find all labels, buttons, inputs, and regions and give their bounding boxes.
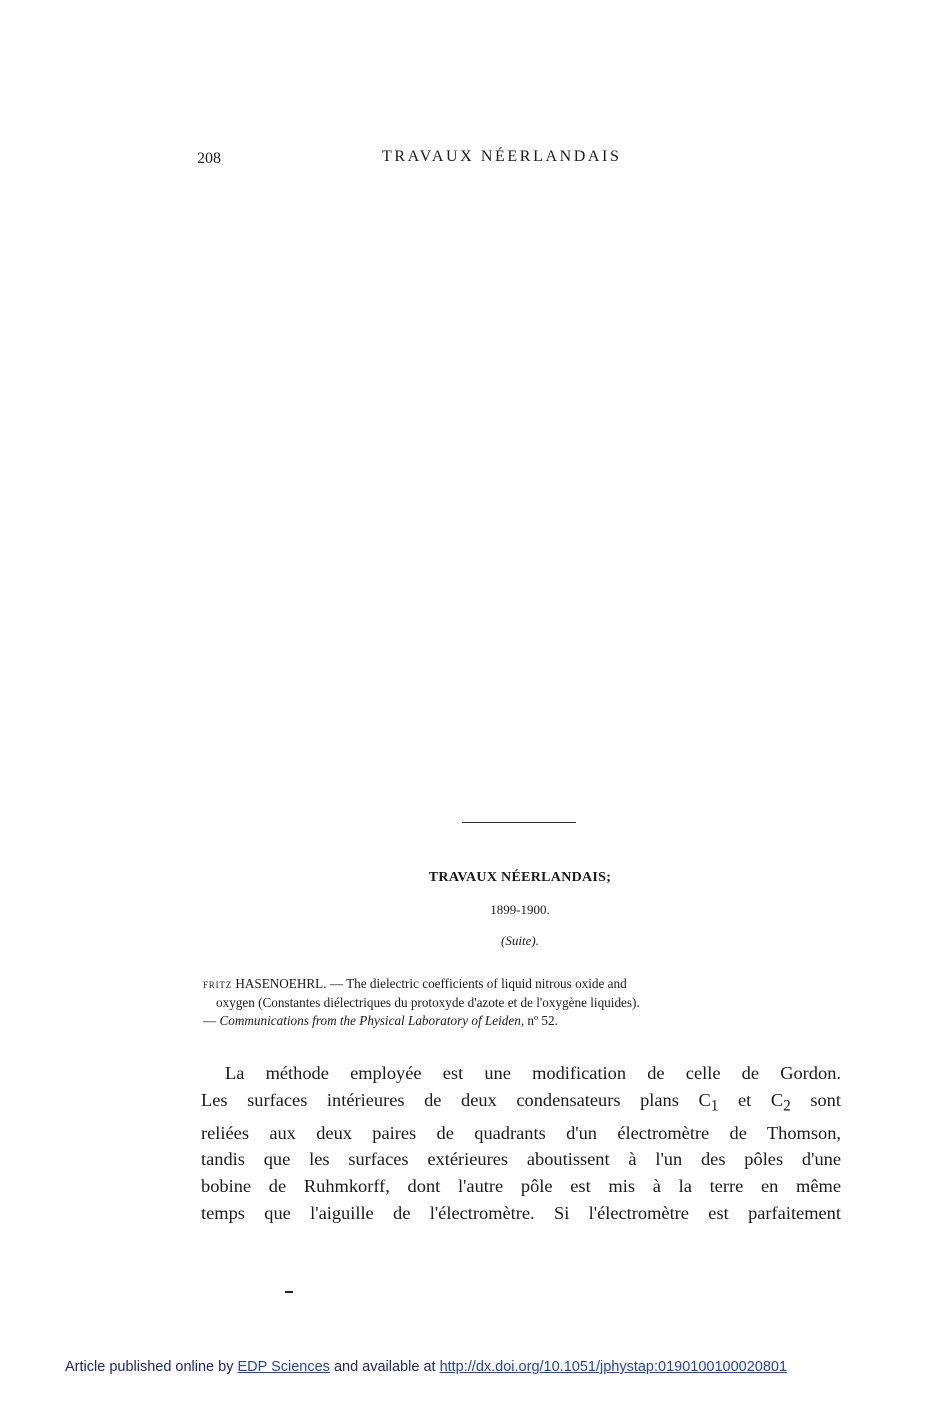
body-line-2-end: sont bbox=[790, 1089, 841, 1110]
ink-speck bbox=[285, 1291, 293, 1293]
citation-line-1 bbox=[203, 975, 843, 994]
body-line-2-start: Les surfaces intérieures de deux condensateurs plans C bbox=[201, 1089, 711, 1110]
article-citation bbox=[203, 975, 843, 1030]
running-title: TRAVAUX NÉERLANDAIS bbox=[382, 148, 622, 165]
section-years: 1899-1900. bbox=[490, 902, 550, 917]
subscript-1: 1 bbox=[710, 1097, 719, 1115]
section-divider bbox=[462, 822, 576, 823]
body-line-2-mid: et C bbox=[718, 1089, 784, 1110]
body-line-1: La méthode employée est une modification de celle de Gordon. bbox=[225, 1063, 841, 1083]
author-first-name: FRITZ bbox=[203, 980, 233, 990]
section-title: TRAVAUX NÉERLANDAIS; bbox=[428, 870, 612, 885]
subscript-2: 2 bbox=[783, 1097, 791, 1115]
publisher-link[interactable]: EDP Sciences bbox=[237, 1359, 330, 1375]
body-line-3: reliées aux deux paires de quadrants d'un électromètre de Thomson, bbox=[201, 1122, 841, 1143]
page-header bbox=[197, 148, 651, 172]
footer-middle: and available at bbox=[333, 1359, 436, 1375]
page-number: 208 bbox=[197, 150, 221, 167]
body-line-5: bobine de Ruhmkorff, dont l'autre pôle est mis à la terre en même bbox=[201, 1176, 841, 1197]
citation-number: nº 52. bbox=[527, 1013, 558, 1028]
citation-title-part-1: The dielectric coefficients of liquid nitrous oxide and bbox=[346, 976, 627, 991]
body-line-2 bbox=[201, 1087, 841, 1120]
citation-line-3 bbox=[203, 1012, 843, 1030]
body-paragraph bbox=[201, 1060, 841, 1226]
author-name: HASENOEHRL. — bbox=[235, 976, 344, 991]
citation-dash: — bbox=[203, 1013, 217, 1028]
section-suite: (Suite). bbox=[501, 933, 539, 948]
citation-source: Communications from the Physical Laboratory of Leiden, bbox=[219, 1013, 525, 1028]
publication-footer bbox=[65, 1359, 787, 1375]
footer-prefix: Article published online by bbox=[65, 1359, 234, 1375]
doi-link[interactable]: http://dx.doi.org/10.1051/jphystap:0190100100020801 bbox=[439, 1359, 788, 1375]
citation-line-2: oxygen (Constantes diélectriques du protoxyde d'azote et de l'oxygène liquides). bbox=[216, 995, 640, 1010]
body-line-6: temps que l'aiguille de l'électromètre. Si l'électromètre est parfaitement bbox=[201, 1202, 841, 1223]
body-line-4: tandis que les surfaces extérieures aboutissent à l'un des pôles d'une bbox=[201, 1149, 841, 1170]
